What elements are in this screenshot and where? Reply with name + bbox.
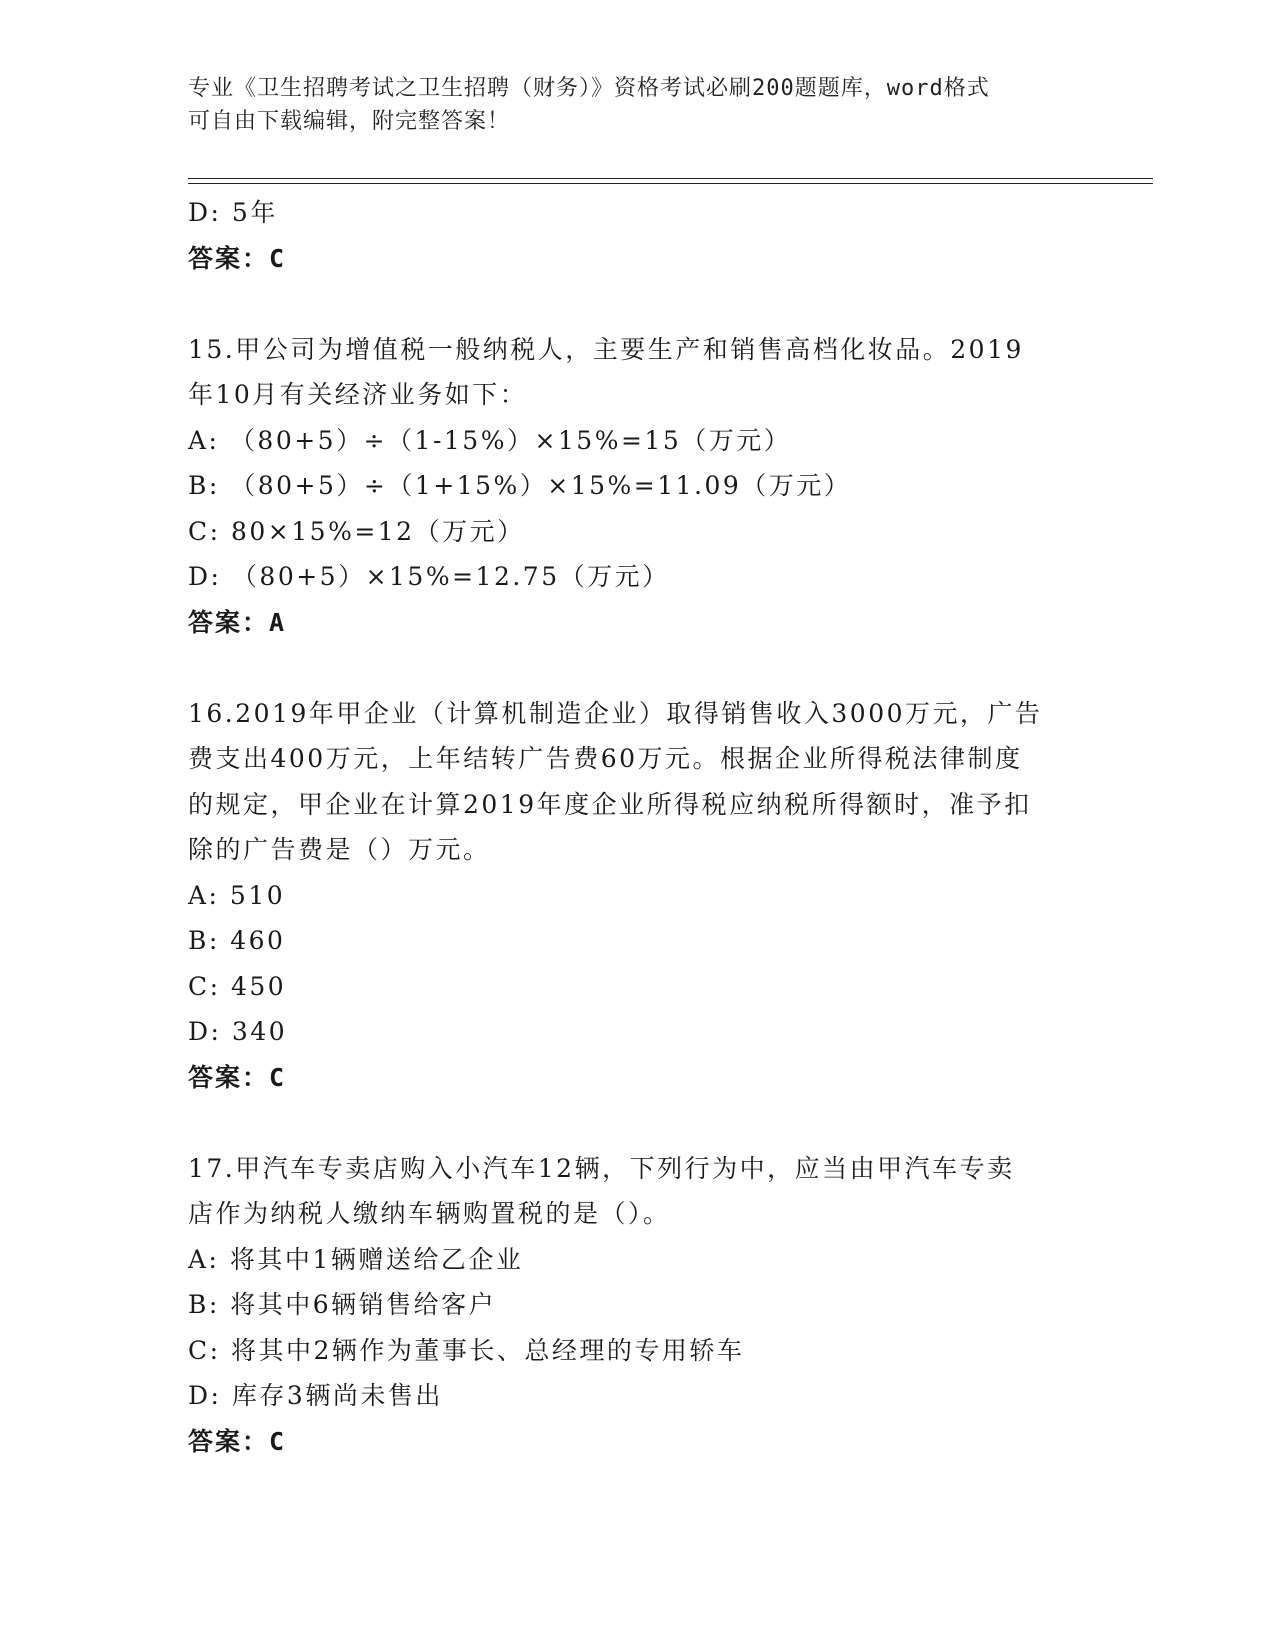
option-d: D: 库存3辆尚未售出 (188, 1381, 443, 1410)
answer-line: 答案：A (188, 607, 287, 637)
header-line-2: 可自由下载编辑，附完整答案！ (188, 109, 511, 134)
option-c: C: 450 (188, 971, 287, 1001)
carryover-question (188, 190, 1088, 281)
header-divider-top (188, 178, 1153, 179)
option-a: A: 将其中1辆赠送给乙企业 (188, 1244, 524, 1274)
question-stem-line: 15.甲公司为增值税一般纳税人，主要生产和销售高档化妆品。2019 (188, 334, 1024, 364)
question-stem-line: 17.甲汽车专卖店购入小汽车12辆，下列行为中，应当由甲汽车专卖 (188, 1153, 1015, 1183)
question-stem-line: 的规定，甲企业在计算2019年度企业所得税应纳税所得额时，准予扣 (188, 789, 1032, 819)
question-16 (188, 691, 1088, 1101)
option-d: D: 5年 (188, 198, 278, 227)
option-c: C: 将其中2辆作为董事长、总经理的专用轿车 (188, 1335, 745, 1365)
question-stem-line: 除的广告费是（）万元。 (188, 835, 491, 864)
question-stem-line: 16.2019年甲企业（计算机制造企业）取得销售收入3000万元，广告 (188, 698, 1043, 728)
page-header (188, 72, 1068, 138)
header-line-1: 专业《卫生招聘考试之卫生招聘（财务）》资格考试必刷200题题库，word格式 (188, 76, 990, 101)
option-c: C: 80×15%=12（万元） (188, 516, 525, 546)
answer-line: 答案：C (188, 1426, 287, 1456)
header-divider-bottom (188, 183, 1153, 184)
option-a: A: （80+5）÷（1-15%）×15%=15（万元） (188, 425, 792, 455)
option-b: B: 将其中6辆销售给客户 (188, 1290, 497, 1319)
option-b: B: 460 (188, 926, 286, 955)
answer-line: 答案：C (188, 1062, 287, 1092)
question-17 (188, 1146, 1088, 1465)
option-d: D: 340 (188, 1017, 288, 1046)
option-b: B: （80+5）÷（1+15%）×15%=11.09（万元） (188, 471, 852, 500)
option-a: A: 510 (188, 880, 286, 910)
question-15 (188, 327, 1088, 646)
spacer (188, 645, 1088, 691)
option-d: D: （80+5）×15%=12.75（万元） (188, 562, 670, 591)
spacer (188, 1100, 1088, 1146)
spacer (188, 281, 1088, 327)
question-stem-line: 店作为纳税人缴纳车辆购置税的是（）。 (188, 1199, 671, 1228)
question-stem-line: 费支出400万元，上年结转广告费60万元。根据企业所得税法律制度 (188, 744, 1023, 773)
document-body (188, 190, 1088, 1464)
answer-line: 答案：C (188, 243, 287, 273)
question-stem-line: 年10月有关经济业务如下： (188, 380, 528, 409)
